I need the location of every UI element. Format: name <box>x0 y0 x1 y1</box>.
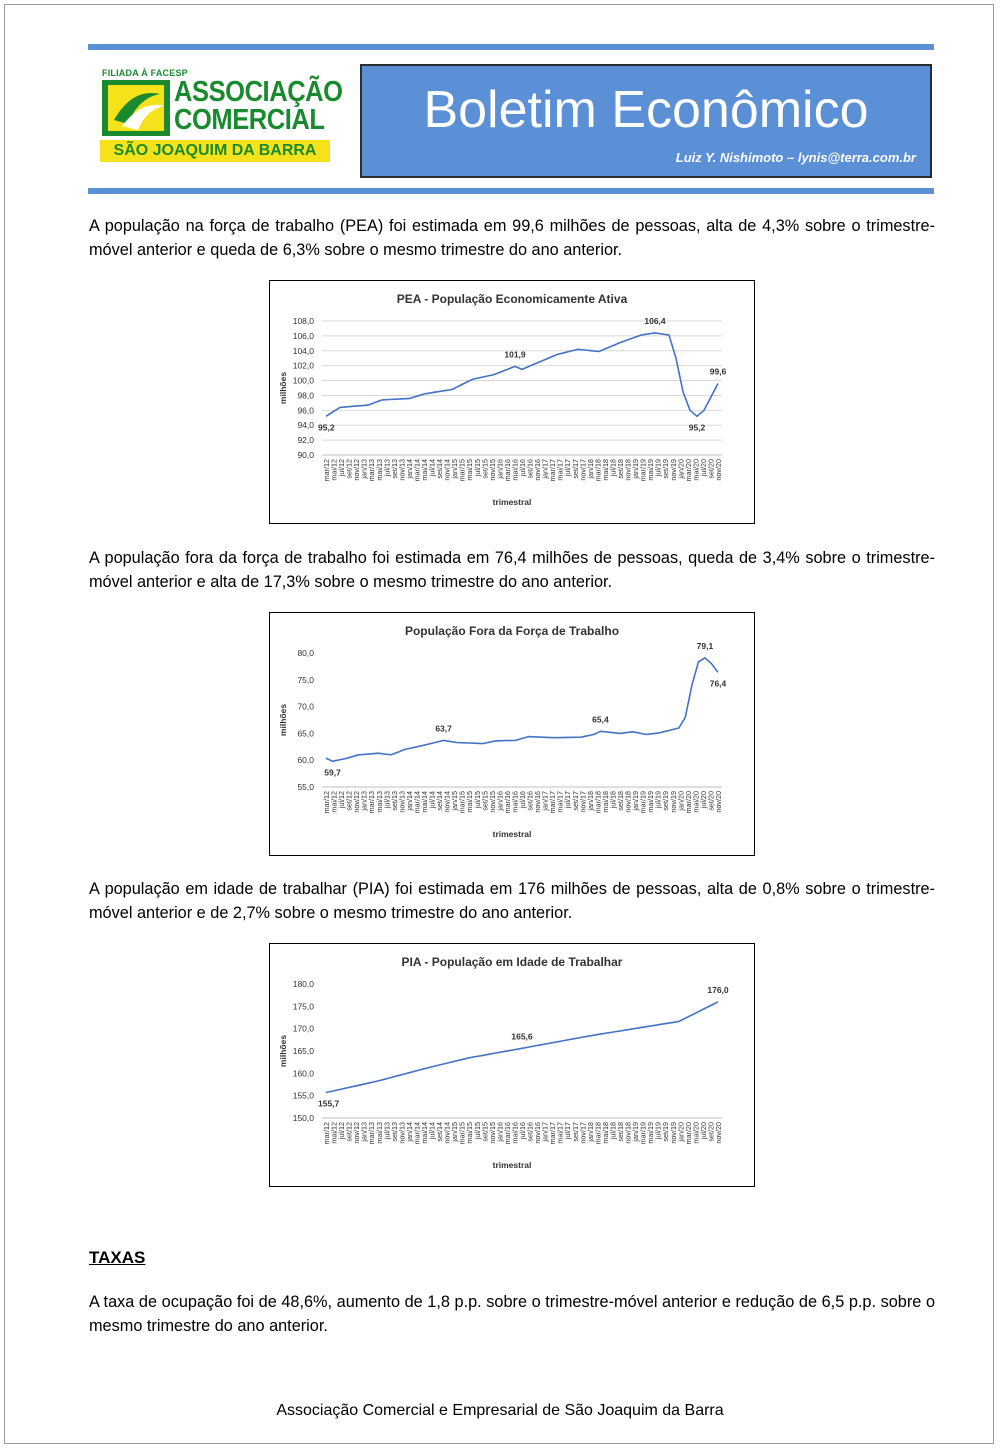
x-tick-label: jul/12 <box>337 791 347 809</box>
x-tick-label: jan/14 <box>404 791 414 811</box>
x-tick-label: mar/19 <box>638 1122 648 1145</box>
header-bottom-rule <box>88 188 934 194</box>
chart-pia <box>269 943 755 1187</box>
x-tick-label: mai/18 <box>600 459 610 481</box>
x-tick-label: jan/19 <box>631 791 641 811</box>
x-tick-label: set/12 <box>344 459 354 479</box>
x-tick-label: jan/20 <box>676 459 686 479</box>
data-label: 165,6 <box>511 1031 533 1042</box>
x-tick-label: jan/19 <box>631 459 641 479</box>
x-tick-label: mai/15 <box>465 459 475 481</box>
x-tick-label: set/14 <box>435 459 445 479</box>
x-tick-label: mai/20 <box>691 459 701 481</box>
section-heading-taxas: TAXAS <box>89 1248 146 1267</box>
x-tick-label: jan/18 <box>585 791 595 811</box>
x-tick-label: nov/19 <box>668 791 678 813</box>
chart-fora-svg <box>270 613 754 855</box>
x-tick-label: mar/15 <box>457 791 467 814</box>
chart-fora <box>269 612 755 856</box>
x-tick-label: jan/20 <box>676 791 686 811</box>
x-tick-label: jul/14 <box>427 791 437 809</box>
x-tick-label: jan/16 <box>495 1122 505 1142</box>
bulletin-title: Boletim Econômico <box>423 81 869 139</box>
x-tick-label: mai/17 <box>555 791 565 813</box>
x-tick-label: set/12 <box>344 1122 354 1142</box>
x-tick-label: jul/14 <box>427 459 437 477</box>
x-tick-label: jul/14 <box>427 1122 437 1140</box>
x-tick-label: mar/12 <box>322 459 331 482</box>
x-tick-label: mai/15 <box>465 791 475 813</box>
x-tick-label: set/18 <box>616 791 625 811</box>
x-tick-label: jul/18 <box>608 459 618 477</box>
x-tick-label: mar/13 <box>367 791 377 814</box>
x-tick-label: mar/20 <box>683 791 693 814</box>
x-tick-label: jan/13 <box>359 459 369 479</box>
x-tick-label: nov/12 <box>352 459 362 481</box>
x-tick-label: mai/19 <box>646 791 656 813</box>
x-tick-label: jul/17 <box>563 1122 573 1140</box>
x-tick-label: nov/12 <box>352 791 362 813</box>
x-tick-label: jul/19 <box>653 791 663 809</box>
bulletin-banner <box>360 64 932 178</box>
association-logo <box>100 68 343 164</box>
y-tick-label: 70,0 <box>297 701 314 712</box>
x-tick-label: jul/19 <box>653 459 663 477</box>
chart-title: População Fora da Força de Trabalho <box>404 624 620 638</box>
logo-affiliation: FILIADA À FACESP <box>102 68 188 78</box>
x-axis-label: trimestral <box>492 1160 532 1170</box>
x-tick-label: jul/18 <box>608 1122 618 1140</box>
x-tick-label: mai/17 <box>555 1122 565 1144</box>
x-tick-label: mar/16 <box>502 1122 512 1145</box>
x-tick-label: jul/17 <box>563 791 573 809</box>
data-label: 176,0 <box>707 984 729 995</box>
y-tick-label: 108,0 <box>292 316 314 326</box>
y-tick-label: 90,0 <box>297 450 314 460</box>
x-tick-label: nov/14 <box>442 1122 452 1144</box>
x-tick-label: mai/20 <box>691 1122 701 1144</box>
x-tick-label: jan/16 <box>495 791 505 811</box>
x-tick-label: mai/14 <box>420 791 429 813</box>
x-tick-label: mai/12 <box>329 791 339 813</box>
x-tick-label: nov/19 <box>668 1122 678 1144</box>
x-tick-label: mai/18 <box>600 791 610 813</box>
x-tick-label: mai/18 <box>600 1122 610 1144</box>
x-axis-label: trimestral <box>492 829 532 839</box>
x-tick-label: set/18 <box>616 1122 625 1142</box>
y-tick-label: 150,0 <box>292 1113 314 1123</box>
x-tick-label: mai/13 <box>374 459 384 481</box>
x-tick-label: jan/16 <box>495 459 505 479</box>
data-label: 63,7 <box>435 723 452 734</box>
x-tick-label: jan/19 <box>631 1122 641 1142</box>
x-tick-label: set/13 <box>389 791 399 811</box>
data-label: 99,6 <box>709 366 727 377</box>
chart-pea <box>269 280 755 524</box>
x-tick-label: nov/20 <box>714 459 723 481</box>
x-tick-label: jul/20 <box>698 459 708 477</box>
x-tick-label: mai/13 <box>374 791 384 813</box>
y-tick-label: 98,0 <box>297 390 314 401</box>
y-tick-label: 96,0 <box>297 405 314 416</box>
x-tick-label: mar/19 <box>638 791 648 814</box>
x-tick-label: jul/13 <box>382 791 392 809</box>
x-tick-label: jul/18 <box>608 791 618 809</box>
data-label: 155,7 <box>318 1098 340 1109</box>
series-line <box>326 333 718 416</box>
x-tick-label: set/19 <box>661 459 671 479</box>
x-tick-label: nov/18 <box>623 1122 633 1144</box>
y-tick-label: 165,0 <box>292 1046 314 1056</box>
x-tick-label: jan/17 <box>540 459 550 479</box>
x-tick-label: nov/20 <box>714 791 723 813</box>
x-tick-label: nov/17 <box>578 1122 588 1144</box>
x-tick-label: mai/13 <box>374 1122 384 1144</box>
x-tick-label: nov/15 <box>487 459 497 481</box>
x-tick-label: jan/14 <box>404 459 414 479</box>
x-tick-label: mai/16 <box>510 791 520 813</box>
x-tick-label: nov/17 <box>578 791 588 813</box>
x-tick-label: jul/15 <box>472 791 482 809</box>
logo-emblem-icon <box>102 80 170 136</box>
x-tick-label: mar/15 <box>457 1122 467 1145</box>
x-tick-label: mai/14 <box>420 1122 429 1144</box>
data-label: 79,1 <box>696 640 714 651</box>
x-tick-label: mai/12 <box>329 459 339 481</box>
y-tick-label: 106,0 <box>292 330 314 341</box>
x-tick-label: mar/20 <box>683 1122 693 1145</box>
x-tick-label: mar/20 <box>683 459 693 482</box>
x-tick-label: jan/13 <box>359 791 369 811</box>
x-tick-label: mar/12 <box>322 791 331 814</box>
x-tick-label: jan/18 <box>585 459 595 479</box>
x-tick-label: jul/12 <box>337 1122 347 1140</box>
x-tick-label: jul/20 <box>698 791 708 809</box>
x-tick-label: jan/15 <box>450 791 460 811</box>
x-tick-label: nov/16 <box>533 459 543 481</box>
x-tick-label: jan/17 <box>540 791 550 811</box>
x-tick-label: nov/13 <box>397 791 407 813</box>
x-tick-label: jan/17 <box>540 1122 550 1142</box>
y-tick-label: 100,0 <box>292 375 314 386</box>
y-tick-label: 55,0 <box>297 782 314 792</box>
x-tick-label: jul/20 <box>698 1122 708 1140</box>
data-label: 95,2 <box>688 422 706 433</box>
y-tick-label: 60,0 <box>297 755 314 766</box>
x-tick-label: nov/19 <box>668 459 678 481</box>
y-tick-label: 170,0 <box>292 1023 314 1034</box>
x-tick-label: set/14 <box>435 1122 445 1142</box>
x-tick-label: nov/20 <box>714 1122 723 1144</box>
x-tick-label: nov/18 <box>623 791 633 813</box>
x-tick-label: mar/12 <box>322 1122 331 1145</box>
x-tick-label: set/19 <box>661 791 671 811</box>
x-tick-label: nov/14 <box>442 791 452 813</box>
x-tick-label: set/16 <box>525 791 535 811</box>
x-tick-label: set/15 <box>480 791 490 811</box>
x-tick-label: set/13 <box>389 459 399 479</box>
x-tick-label: set/20 <box>706 791 716 811</box>
y-tick-label: 80,0 <box>297 648 314 658</box>
x-tick-label: set/18 <box>616 459 625 479</box>
x-tick-label: mar/16 <box>502 791 512 814</box>
x-tick-label: set/17 <box>570 791 580 811</box>
x-tick-label: nov/18 <box>623 459 633 481</box>
y-tick-label: 75,0 <box>297 674 314 685</box>
top-rule <box>88 44 934 50</box>
series-line <box>326 1002 718 1093</box>
x-tick-label: jul/15 <box>472 1122 482 1140</box>
paragraph-taxa-ocupacao: A taxa de ocupação foi de 48,6%, aumento de 1,8 p.p. sobre o trimestre-móvel anterior e redução de 6,5 p.p. sobre o mesmo trimestre do ano anterior. <box>89 1293 935 1335</box>
x-tick-label: mai/19 <box>646 459 656 481</box>
x-tick-label: set/19 <box>661 1122 671 1142</box>
y-tick-label: 94,0 <box>297 420 314 431</box>
x-tick-label: mar/18 <box>593 1122 603 1145</box>
x-tick-label: mar/19 <box>638 459 648 482</box>
x-tick-label: mar/17 <box>548 459 558 482</box>
y-tick-label: 155,0 <box>292 1090 314 1101</box>
y-tick-label: 180,0 <box>292 979 314 989</box>
x-tick-label: set/14 <box>435 791 445 811</box>
x-tick-label: nov/15 <box>487 791 497 813</box>
x-tick-label: nov/15 <box>487 1122 497 1144</box>
x-tick-label: set/12 <box>344 791 354 811</box>
x-tick-label: set/20 <box>706 459 716 479</box>
chart-pea-svg <box>270 281 754 523</box>
x-tick-label: jul/13 <box>382 459 392 477</box>
x-tick-label: jul/15 <box>472 459 482 477</box>
x-tick-label: mai/16 <box>510 1122 520 1144</box>
y-tick-label: 92,0 <box>297 435 314 446</box>
x-tick-label: nov/13 <box>397 1122 407 1144</box>
x-tick-label: nov/12 <box>352 1122 362 1144</box>
x-tick-label: jan/14 <box>404 1122 414 1142</box>
data-label: 65,4 <box>592 714 609 725</box>
chart-title: PEA - População Economicamente Ativa <box>396 292 628 306</box>
x-tick-label: set/16 <box>525 1122 535 1142</box>
x-axis-label: trimestral <box>492 497 532 507</box>
page-footer: Associação Comercial e Empresarial de São Joaquim da Barra <box>276 1402 724 1419</box>
y-tick-label: 104,0 <box>292 345 314 356</box>
x-tick-label: set/17 <box>570 1122 580 1142</box>
data-label: 106,4 <box>644 315 666 326</box>
y-axis-label: milhões <box>278 1034 288 1068</box>
x-tick-label: jan/13 <box>359 1122 369 1142</box>
logo-name-line1: ASSOCIAÇÃO <box>174 76 343 108</box>
chart-pia-svg <box>270 944 754 1186</box>
data-label: 95,2 <box>318 422 335 433</box>
x-tick-label: mar/17 <box>548 1122 558 1145</box>
data-label: 59,7 <box>324 767 341 778</box>
x-tick-label: mar/15 <box>457 459 467 482</box>
y-tick-label: 160,0 <box>292 1068 314 1079</box>
y-tick-label: 65,0 <box>297 728 314 739</box>
data-label: 101,9 <box>504 349 526 360</box>
logo-name-line2: COMERCIAL <box>174 104 325 136</box>
x-tick-label: jul/12 <box>337 459 347 477</box>
x-tick-label: jul/13 <box>382 1122 392 1140</box>
x-tick-label: set/15 <box>480 459 490 479</box>
x-tick-label: mar/16 <box>502 459 512 482</box>
x-tick-label: set/17 <box>570 459 580 479</box>
data-label: 76,4 <box>709 678 727 689</box>
paragraph-fora: A população fora da força de trabalho foi estimada em 76,4 milhões de pessoas, queda de 3,4% sobre o trimestre-móvel anterior e alta de 17,3% sobre o mesmo trimestre do ano anterior. <box>89 549 935 591</box>
x-tick-label: nov/14 <box>442 459 452 481</box>
x-tick-label: jan/18 <box>585 1122 595 1142</box>
x-tick-label: jan/20 <box>676 1122 686 1142</box>
chart-title: PIA - População em Idade de Trabalhar <box>401 955 623 969</box>
y-tick-label: 102,0 <box>292 360 314 371</box>
x-tick-label: set/16 <box>525 459 535 479</box>
x-tick-label: mai/15 <box>465 1122 475 1144</box>
x-tick-label: mar/14 <box>412 791 422 814</box>
x-tick-label: mai/20 <box>691 791 701 813</box>
x-tick-label: jul/17 <box>563 459 573 477</box>
x-tick-label: jul/16 <box>518 1122 527 1140</box>
x-tick-label: mai/14 <box>420 459 429 481</box>
x-tick-label: mai/19 <box>646 1122 656 1144</box>
x-tick-label: set/20 <box>706 1122 716 1142</box>
x-tick-label: nov/17 <box>578 459 588 481</box>
x-tick-label: mai/17 <box>555 459 565 481</box>
bulletin-author: Luiz Y. Nishimoto – lynis@terra.com.br <box>675 150 916 165</box>
x-tick-label: nov/16 <box>533 1122 543 1144</box>
x-tick-label: set/13 <box>389 1122 399 1142</box>
y-axis-label: milhões <box>278 703 288 737</box>
x-tick-label: mar/13 <box>367 1122 377 1145</box>
x-tick-label: mar/18 <box>593 791 603 814</box>
x-tick-label: jan/15 <box>450 1122 460 1142</box>
y-axis-label: milhões <box>278 371 288 405</box>
series-line <box>326 658 718 762</box>
x-tick-label: jul/16 <box>518 791 527 809</box>
x-tick-label: jan/15 <box>450 459 460 479</box>
paragraph-pea: A população na força de trabalho (PEA) foi estimada em 99,6 milhões de pessoas, alta de 4,3% sobre o trimestre-móvel anterior e queda de 6,3% sobre o mesmo trimestre do ano anterior. <box>89 217 935 259</box>
x-tick-label: mai/16 <box>510 459 520 481</box>
x-tick-label: mar/13 <box>367 459 377 482</box>
paragraph-pia: A população em idade de trabalhar (PIA) foi estimada em 176 milhões de pessoas, alta de 0,8% sobre o trimestre-móvel anterior e de 2,7% sobre o mesmo trimestre do ano anterior. <box>89 880 935 922</box>
x-tick-label: jul/16 <box>518 459 527 477</box>
x-tick-label: nov/13 <box>397 459 407 481</box>
x-tick-label: jul/19 <box>653 1122 663 1140</box>
x-tick-label: mar/18 <box>593 459 603 482</box>
x-tick-label: mar/17 <box>548 791 558 814</box>
x-tick-label: mai/12 <box>329 1122 339 1144</box>
logo-city-band: SÃO JOAQUIM DA BARRA <box>100 140 330 162</box>
x-tick-label: mar/14 <box>412 459 422 482</box>
x-tick-label: nov/16 <box>533 791 543 813</box>
x-tick-label: set/15 <box>480 1122 490 1142</box>
y-tick-label: 175,0 <box>292 1001 314 1012</box>
x-tick-label: mar/14 <box>412 1122 422 1145</box>
